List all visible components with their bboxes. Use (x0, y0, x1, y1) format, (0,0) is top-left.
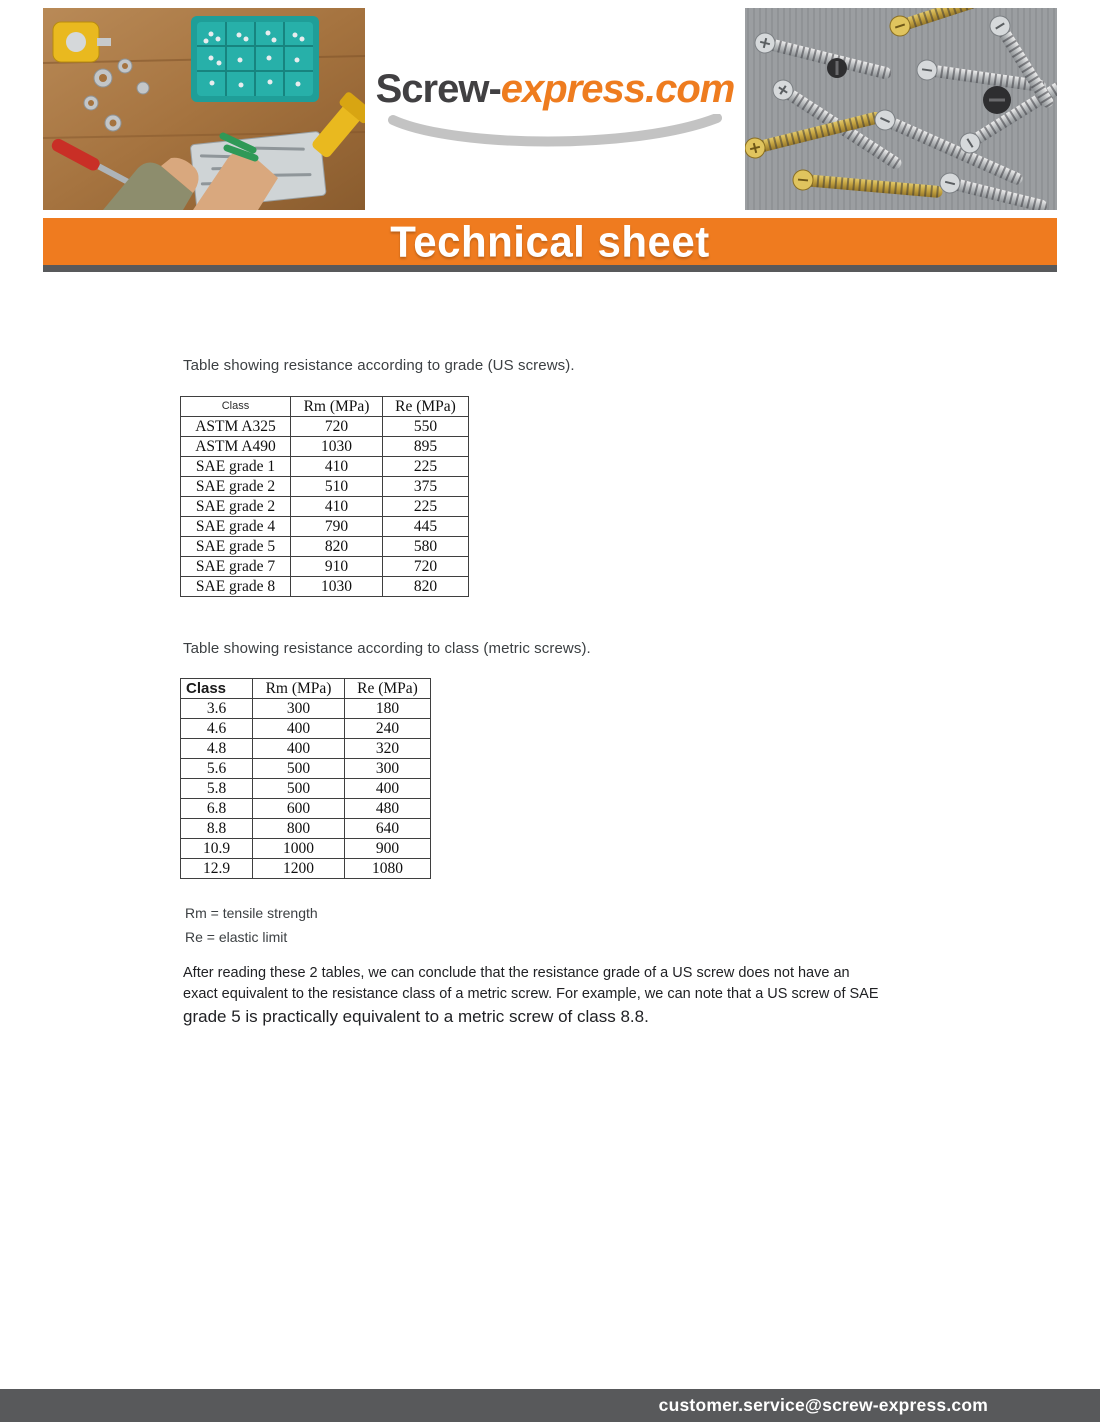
table-row (181, 437, 469, 457)
table-cell: 375 (383, 477, 469, 497)
table-cell: 180 (345, 699, 431, 719)
banner-divider (43, 265, 1057, 272)
table-row (181, 779, 431, 799)
table-cell: ASTM A490 (181, 437, 291, 457)
us-table-caption: Table showing resistance according to grade (US screws). (183, 357, 575, 374)
screws-illustration (745, 8, 1057, 210)
table-row (181, 699, 431, 719)
header-photo-screws (745, 8, 1057, 210)
table-cell: 320 (345, 739, 431, 759)
footer-bar (0, 1389, 1100, 1422)
column-header: Rm (MPa) (253, 679, 345, 699)
table-row (181, 759, 431, 779)
table-cell: 12.9 (181, 859, 253, 879)
table-cell: 480 (345, 799, 431, 819)
table-cell: 800 (253, 819, 345, 839)
table-cell: 900 (345, 839, 431, 859)
table-row (181, 819, 431, 839)
brand-logo-text (376, 67, 735, 112)
title-banner (43, 218, 1057, 265)
table-row (181, 739, 431, 759)
table-cell: 720 (383, 557, 469, 577)
legend-re: Re = elastic limit (185, 929, 288, 945)
column-header: Re (MPa) (345, 679, 431, 699)
table-cell: 640 (345, 819, 431, 839)
table-cell: 445 (383, 517, 469, 537)
table-cell: 225 (383, 497, 469, 517)
table-cell: SAE grade 1 (181, 457, 291, 477)
table-cell: 895 (383, 437, 469, 457)
table-cell: 400 (345, 779, 431, 799)
customer-service-email-link[interactable]: customer.service@screw-express.com (658, 1395, 988, 1415)
table-cell: 300 (253, 699, 345, 719)
column-header: Class (181, 397, 291, 417)
table-cell: 550 (383, 417, 469, 437)
table-cell: SAE grade 2 (181, 497, 291, 517)
table-row (181, 577, 469, 597)
table-header-row (181, 397, 469, 417)
table-cell: 410 (291, 497, 383, 517)
table-cell: 225 (383, 457, 469, 477)
table-row (181, 497, 469, 517)
table-cell: ASTM A325 (181, 417, 291, 437)
table-cell: 1080 (345, 859, 431, 879)
table-row (181, 719, 431, 739)
table-cell: SAE grade 8 (181, 577, 291, 597)
table-cell: 4.6 (181, 719, 253, 739)
table-cell: 580 (383, 537, 469, 557)
table-cell: 1030 (291, 437, 383, 457)
table-cell: 6.8 (181, 799, 253, 819)
metric-class-table (180, 678, 431, 879)
brand-logo-part1: Screw- (375, 66, 501, 111)
table-cell: 500 (253, 779, 345, 799)
table-cell: 820 (291, 537, 383, 557)
legend-rm: Rm = tensile strength (185, 905, 318, 921)
brand-logo (365, 8, 745, 210)
workbench-illustration (43, 8, 365, 210)
table-cell: 3.6 (181, 699, 253, 719)
table-row (181, 457, 469, 477)
table-cell: SAE grade 7 (181, 557, 291, 577)
table-cell: 240 (345, 719, 431, 739)
table-cell: 1030 (291, 577, 383, 597)
table-row (181, 517, 469, 537)
conclusion-text: After reading these 2 tables, we can conclude that the resistance grade of a US screw does not have an exact equivalent to the resistance class of a metric screw. For example, we can note that a US screw of SAE (183, 965, 879, 1002)
table-cell: 410 (291, 457, 383, 477)
table-cell: SAE grade 2 (181, 477, 291, 497)
table-cell: 5.6 (181, 759, 253, 779)
column-header: Class (181, 679, 253, 699)
table-cell: 8.8 (181, 819, 253, 839)
us-grade-table (180, 396, 469, 597)
brand-logo-part2: express.com (500, 66, 735, 111)
table-cell: 4.8 (181, 739, 253, 759)
table-row (181, 839, 431, 859)
table-cell: 1200 (253, 859, 345, 879)
table-cell: 400 (253, 719, 345, 739)
table-cell: 1000 (253, 839, 345, 859)
page-title: Technical sheet (390, 216, 710, 266)
column-header: Re (MPa) (383, 397, 469, 417)
table-cell: SAE grade 4 (181, 517, 291, 537)
table-cell: 500 (253, 759, 345, 779)
logo-swoosh-icon (385, 114, 725, 152)
table-cell: 790 (291, 517, 383, 537)
table-row (181, 557, 469, 577)
metric-table-caption: Table showing resistance according to class (metric screws). (183, 640, 591, 657)
table-cell: 510 (291, 477, 383, 497)
table-cell: 600 (253, 799, 345, 819)
table-cell: 910 (291, 557, 383, 577)
table-cell: 400 (253, 739, 345, 759)
table-row (181, 417, 469, 437)
conclusion-text-continued: grade 5 is practically equivalent to a metric screw of class 8.8. (183, 1007, 649, 1026)
header-photo-workbench (43, 8, 365, 210)
table-row (181, 477, 469, 497)
table-row (181, 859, 431, 879)
legend (185, 905, 318, 953)
table-cell: SAE grade 5 (181, 537, 291, 557)
table-row (181, 799, 431, 819)
table-row (181, 537, 469, 557)
column-header: Rm (MPa) (291, 397, 383, 417)
table-cell: 820 (383, 577, 469, 597)
table-cell: 5.8 (181, 779, 253, 799)
table-cell: 300 (345, 759, 431, 779)
table-header-row (181, 679, 431, 699)
table-cell: 10.9 (181, 839, 253, 859)
table-cell: 720 (291, 417, 383, 437)
